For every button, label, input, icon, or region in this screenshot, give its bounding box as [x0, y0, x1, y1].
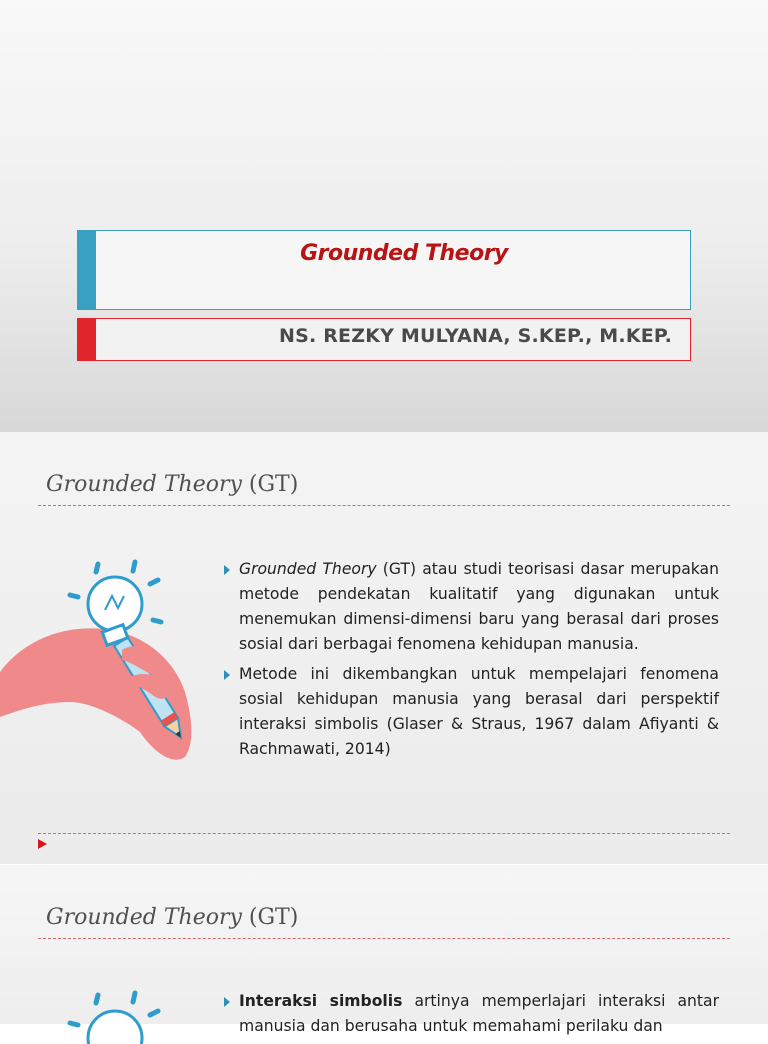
bullet-text: (GT) atau studi teorisasi dasar merupakan metode pendekatan kualitatif yang digunakan untuk menemukan dimensi-dimensi baru yang berasal dari proses sosial dari berbagai fenomena kehidupan manusia.	[239, 560, 719, 653]
lightbulb-icon	[0, 983, 215, 1043]
presenter-box	[77, 318, 691, 361]
footer-divider	[38, 833, 730, 834]
slide-heading	[46, 472, 298, 497]
heading-italic: Grounded Theory	[46, 905, 242, 930]
next-slide-icon[interactable]	[38, 839, 47, 849]
presenter-accent-bar	[78, 319, 96, 360]
presenter-name: NS. REZKY MULYANA, S.KEP., M.KEP.	[279, 325, 672, 347]
content-slide-2	[0, 865, 768, 1035]
hand-pencil-icon	[0, 552, 215, 767]
heading-italic: Grounded Theory	[46, 472, 242, 497]
slide-heading	[46, 905, 298, 930]
title-box	[77, 230, 691, 310]
heading-suffix: (GT)	[241, 905, 299, 930]
heading-divider	[38, 938, 730, 939]
heading-divider	[38, 505, 730, 506]
bullet-item	[222, 662, 719, 762]
bullet-item	[222, 557, 719, 657]
content-slide-1	[0, 432, 768, 864]
slide-title: Grounded Theory	[300, 241, 508, 266]
bullet-list	[222, 557, 719, 767]
heading-suffix: (GT)	[241, 472, 299, 497]
bullet-lead: Grounded Theory	[239, 560, 377, 578]
title-slide	[0, 0, 768, 432]
bullet-item	[222, 989, 719, 1039]
bullet-list	[222, 989, 719, 1044]
bullet-text: artinya memperlajari interaksi antar manusia dan berusaha untuk memahami perilaku dan	[239, 992, 720, 1035]
bullet-text: Metode ini dikembangkan untuk mempelajari fenomena sosial kehidupan manusia yang berasal dari perspektif interaksi simbolis (Glaser & Straus, 1967 dalam Afiyanti & Rachmawati, 2014)	[239, 665, 719, 758]
bullet-lead-bold: Interaksi simbolis	[239, 992, 403, 1010]
